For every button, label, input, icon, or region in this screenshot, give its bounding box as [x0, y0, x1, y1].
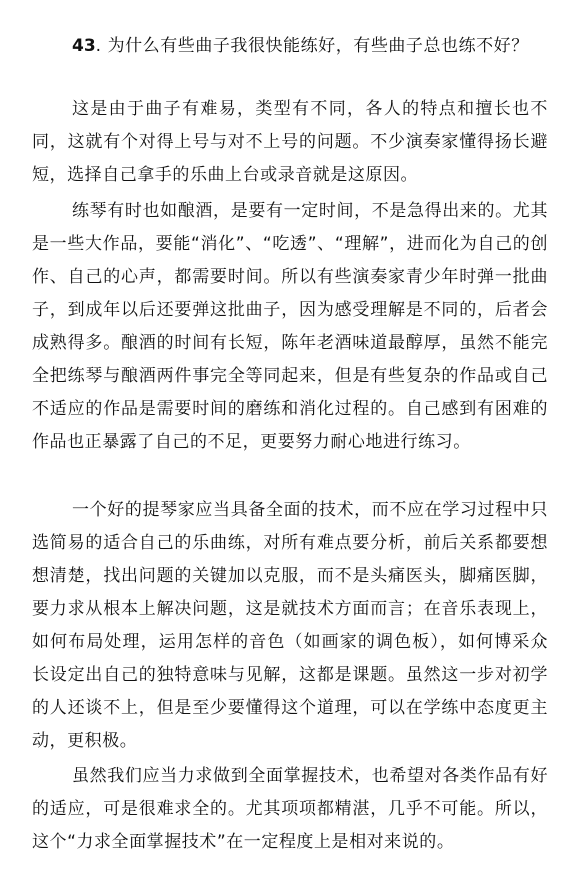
paragraph: 练琴有时也如酿酒，是要有一定时间，不是急得出来的。尤其是一些大作品，要能“消化”、“吃透”、“理解”，进而化为自己的创作、自己的心声，都需要时间。所以有些演奏家青少年时弹一批曲子，到成年以后还要弹这批曲子，因为感受理解是不同的，后者会成熟得多。酿酒的时间有长短，陈年老酒味道最醇厚，虽然不能完全把练琴与酿酒两件事完全等同起来，但是有些复杂的作品或自己不适应的作品是需要时间的磨练和消化过程的。自己感到有困难的作品也正暴露了自己的不足，更要努力耐心地进行练习。	[32, 201, 548, 452]
paragraph: 一个好的提琴家应当具备全面的技术，而不应在学习过程中只选简易的适合自己的乐曲练，对所有难点要分析，前后关系都要想想清楚，找出问题的关键加以克服，而不是头痛医头，脚痛医脚，要力求从根本上解决问题，这是就技术方面而言；在音乐表现上，如何布局处理，运用怎样的音色（如画家的调色板），如何博采众长设定出自己的独特意味与见解，这都是课题。虽然这一步对初学的人还谈不上，但是至少要懂得这个道理，可以在学练中态度更主动，更积极。	[32, 500, 548, 751]
question-number: 43	[72, 36, 96, 56]
question-text: . 为什么有些曲子我很快能练好，有些曲子总也练不好？	[95, 36, 529, 56]
paragraph: 这是由于曲子有难易，类型有不同，各人的特点和擅长也不同，这就有个对得上号与对不上号的问题。不少演奏家懂得扬长避短，选择自己拿手的乐曲上台或录音就是这原因。	[32, 99, 548, 185]
question-heading	[32, 30, 552, 62]
paragraph: 虽然我们应当力求做到全面掌握技术，也希望对各类作品有好的适应，可是很难求全的。尤其项项都精湛，几乎不可能。所以，这个“力求全面掌握技术”在一定程度上是相对来说的。	[32, 766, 548, 852]
